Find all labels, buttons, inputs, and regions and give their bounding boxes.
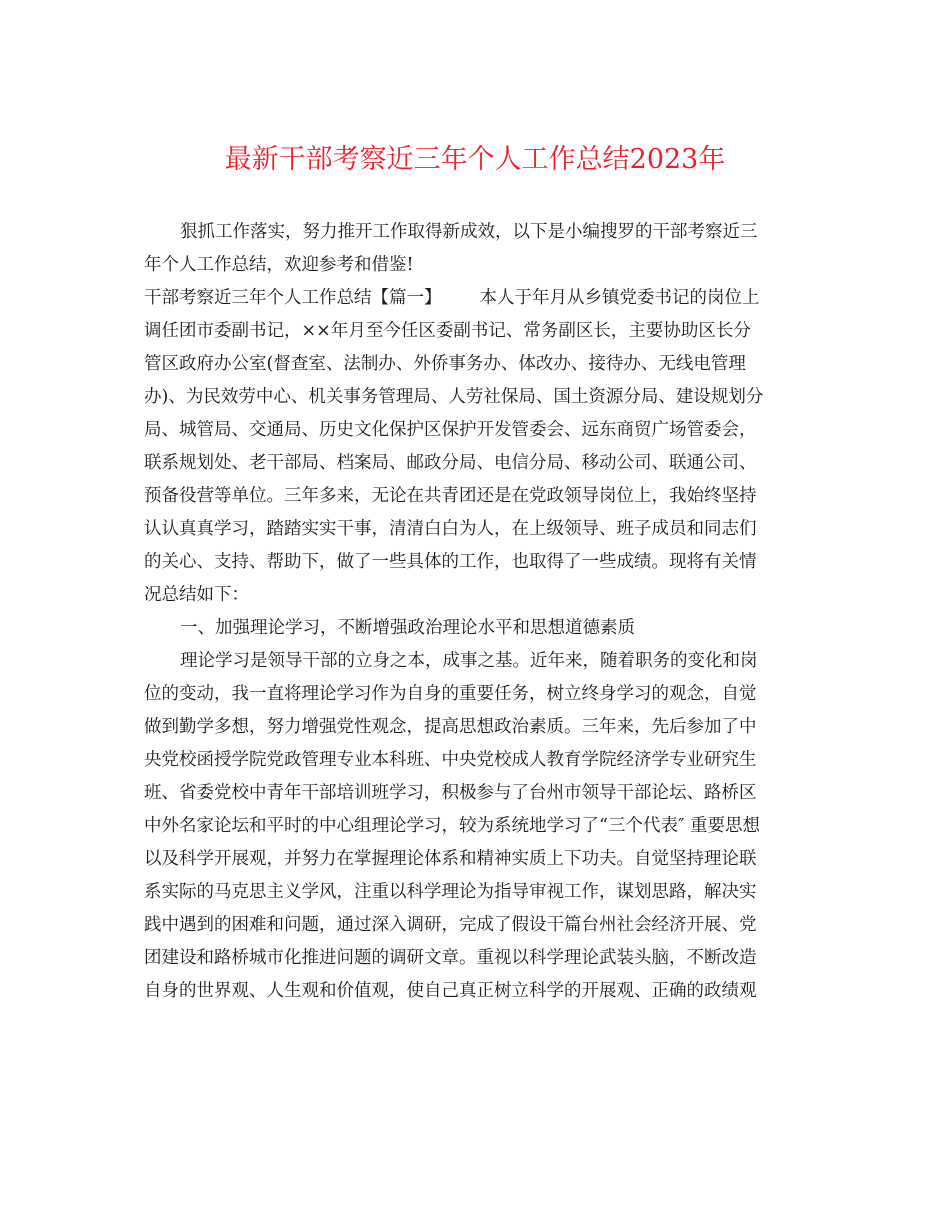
paragraph-line: 位的变动，我一直将理论学习作为自身的重要任务，树立终身学习的观念，自觉 xyxy=(144,684,757,704)
section-subheading: 一、加强理论学习，不断增强政治理论水平和思想道德素质 xyxy=(180,618,635,638)
document-title: 最新干部考察近三年个人工作总结2023年 xyxy=(224,144,726,175)
paragraph-line: 理论学习是领导干部的立身之本，成事之基。近年来，随着职务的变化和岗 xyxy=(180,651,758,671)
paragraph-line: 认认真真学习，踏踏实实干事，清清白白为人，在上级领导、班子成员和同志们 xyxy=(144,519,757,539)
paragraph-line: 央党校函授学院党政管理专业本科班、中央党校成人教育学院经济学专业研究生 xyxy=(144,750,757,770)
section-first-text: 本人于年月从乡镇党委书记的岗位上 xyxy=(479,288,760,308)
paragraph-line: 的关心、支持、帮助下，做了一些具体的工作，也取得了一些成绩。现将有关情 xyxy=(144,552,757,572)
paragraph-line: 办)、为民效劳中心、机关事务管理局、人劳社保局、国土资源分局、建设规划分 xyxy=(144,387,764,407)
paragraph-line: 自身的世界观、人生观和价值观，使自己真正树立科学的开展观、正确的政绩观 xyxy=(144,981,757,1001)
paragraph-line: 践中遇到的困难和问题，通过深入调研，完成了假设干篇台州社会经济开展、党 xyxy=(144,915,757,935)
paragraph-line: 团建设和路桥城市化推进问题的调研文章。重视以科学理论武装头脑，不断改造 xyxy=(144,948,757,968)
intro-line: 狠抓工作落实，努力推开工作取得新成效，以下是小编搜罗的干部考察近三 xyxy=(180,222,758,242)
paragraph-line: 系实际的马克思主义学风，注重以科学理论为指导审视工作，谋划思路，解决实 xyxy=(144,882,757,902)
paragraph-line: 联系规划处、老干部局、档案局、邮政分局、电信分局、移动公司、联通公司、 xyxy=(144,453,757,473)
document-body xyxy=(144,216,816,1008)
section-heading-line xyxy=(144,282,816,315)
paragraph-line: 预备役营等单位。三年多来，无论在共青团还是在党政领导岗位上，我始终坚持 xyxy=(144,486,757,506)
paragraph-line: 以及科学开展观，并努力在掌握理论体系和精神实质上下功夫。自觉坚持理论联 xyxy=(144,849,757,869)
paragraph-line: 做到勤学多想，努力增强党性观念，提高思想政治素质。三年来，先后参加了中 xyxy=(144,717,757,737)
intro-line: 年个人工作总结，欢迎参考和借鉴! xyxy=(144,255,414,275)
paragraph-line: 况总结如下： xyxy=(144,585,249,605)
paragraph-line: 班、省委党校中青年干部培训班学习，积极参与了台州市领导干部论坛、路桥区 xyxy=(144,783,757,803)
section-heading: 干部考察近三年个人工作总结【篇一】 xyxy=(144,288,442,308)
paragraph-line: 中外名家论坛和平时的中心组理论学习，较为系统地学习了“三个代表″ 重要思想 xyxy=(144,816,761,836)
paragraph-line: 管区政府办公室(督查室、法制办、外侨事务办、体改办、接待办、无线电管理 xyxy=(144,354,746,374)
paragraph-line: 调任团市委副书记，××年月至今任区委副书记、常务副区长，主要协助区长分 xyxy=(144,321,751,341)
paragraph-line: 局、城管局、交通局、历史文化保护区保护开发管委会、远东商贸广场管委会， xyxy=(144,420,757,440)
